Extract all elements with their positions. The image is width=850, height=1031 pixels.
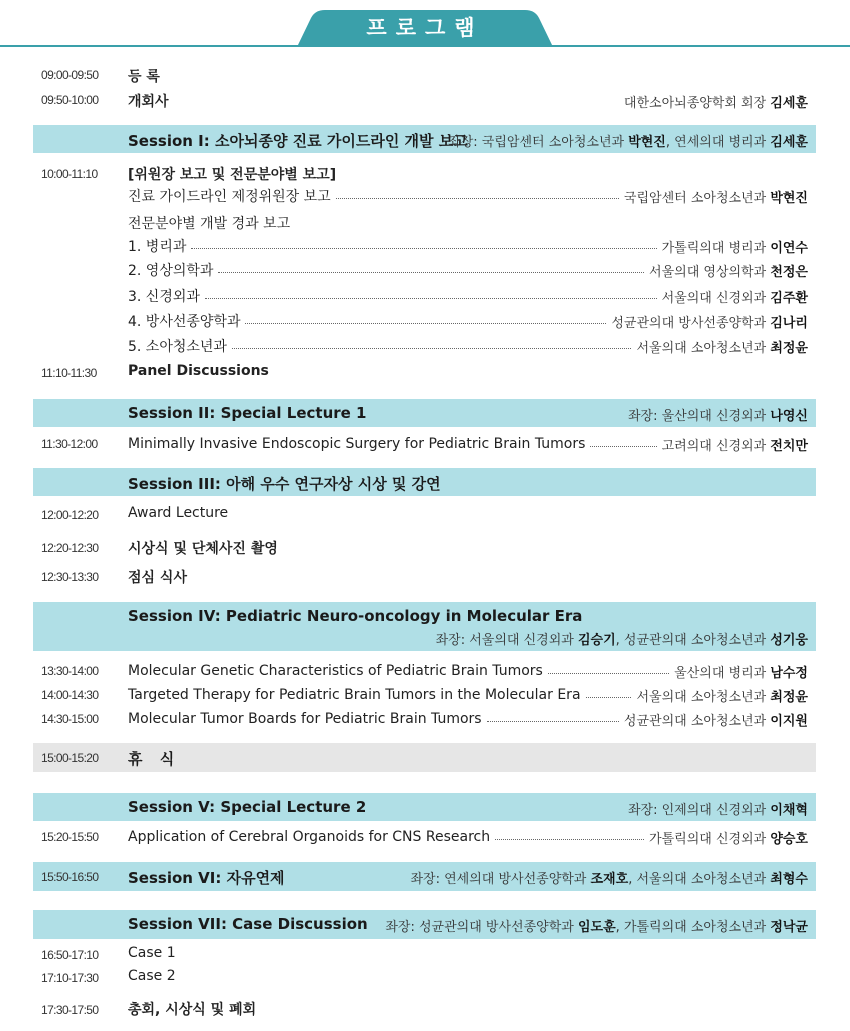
program-item: 점심 식사: [128, 570, 187, 586]
time-label: 12:30-13:30: [41, 570, 99, 584]
leader-dots: [495, 839, 644, 840]
speaker-info: 가톨릭의대 신경외과 양승호: [649, 831, 808, 847]
talk-title: 4. 방사선종양학과: [128, 314, 241, 330]
program-item: Award Lecture: [128, 505, 229, 521]
program-row: [128, 827, 808, 847]
leader-dots: [191, 248, 656, 249]
time-label: 11:30-12:00: [41, 437, 98, 451]
session-band: [33, 910, 816, 939]
time-label: 12:00-12:20: [41, 508, 99, 522]
speaker-info: 성균관의대 소아청소년과 이지원: [623, 713, 808, 729]
program-item: 시상식 및 단체사진 촬영: [128, 541, 278, 557]
leader-dots: [245, 323, 606, 324]
speaker-info: 서울의대 신경외과 김주환: [661, 290, 808, 306]
speaker-info: 대한소아뇌종양학회 회장 김세훈: [623, 96, 808, 111]
session-title: Session III: 아해 우수 연구자상 시상 및 강연: [128, 475, 441, 493]
time-label: 16:50-17:10: [41, 948, 99, 962]
program-item: 총회, 시상식 및 폐회: [128, 1002, 257, 1018]
session-band: [33, 399, 816, 427]
session-chair: 좌장: 서울의대 신경외과 김승기, 성균관의대 소아청소년과 성기웅: [435, 633, 808, 648]
time-label: 15:20-15:50: [41, 830, 99, 844]
leader-dots: [336, 198, 619, 199]
time-label: 15:00-15:20: [41, 751, 99, 765]
time-label: 11:10-11:30: [41, 366, 97, 380]
program-row: [128, 685, 808, 705]
leader-dots: [232, 348, 632, 349]
speaker-info: 서울의대 소아청소년과 최정윤: [636, 689, 808, 705]
session-title: Session VII: Case Discussion: [128, 915, 368, 933]
leader-dots: [586, 697, 632, 698]
talk-title: Molecular Tumor Boards for Pediatric Brain Tumors: [128, 711, 482, 727]
talk-title: 5. 소아청소년과: [128, 339, 227, 355]
program-item: [위원장 보고 및 전문분야별 보고]: [128, 167, 337, 183]
session-chair: 좌장: 성균관의대 방사선종양학과 임도훈, 가톨릭의대 소아청소년과 정낙균: [385, 920, 808, 935]
program-row: [128, 661, 808, 681]
leader-dots: [590, 446, 656, 447]
program-item: Case 2: [128, 968, 176, 984]
session-title: Session II: Special Lecture 1: [128, 404, 367, 422]
session-band: [33, 862, 816, 891]
session-chair: 좌장: 연세의대 방사선종양학과 조재호, 서울의대 소아청소년과 최형수: [410, 872, 808, 887]
session-title: Session I: 소아뇌종양 진료 가이드라인 개발 보고: [128, 132, 468, 150]
session-title: Session V: Special Lecture 2: [128, 798, 367, 816]
program-item: 전문분야별 개발 경과 보고: [128, 216, 291, 232]
session-title: Session IV: Pediatric Neuro-oncology in Molecular Era: [128, 607, 583, 625]
speaker-info: 울산의대 병리과 남수정: [674, 665, 808, 681]
time-label: 13:30-14:00: [41, 664, 99, 678]
session-band: [33, 125, 816, 153]
time-label: 09:00-09:50: [41, 68, 99, 82]
talk-title: 진료 가이드라인 제정위원장 보고: [128, 189, 331, 205]
time-label: 12:20-12:30: [41, 541, 99, 555]
break-label: 휴 식: [128, 750, 181, 768]
speaker-info: 성균관의대 방사선종양학과 김나리: [611, 315, 808, 331]
session-band: [33, 793, 816, 821]
program-item: Case 1: [128, 945, 176, 961]
program-row: [128, 236, 808, 256]
time-label: 14:00-14:30: [41, 688, 99, 702]
session-chair: 좌장: 인제의대 신경외과 이채혁: [627, 803, 808, 818]
time-label: 14:30-15:00: [41, 712, 99, 726]
talk-title: Molecular Genetic Characteristics of Pediatric Brain Tumors: [128, 663, 543, 679]
time-label: 17:30-17:50: [41, 1003, 99, 1017]
speaker-info: 서울의대 소아청소년과 최정윤: [636, 340, 808, 356]
speaker-info: 국립암센터 소아청소년과 박현진: [623, 190, 808, 206]
session-band: [33, 468, 816, 496]
program-row: [128, 260, 808, 280]
talk-title: Minimally Invasive Endoscopic Surgery for Pediatric Brain Tumors: [128, 436, 586, 452]
talk-title: 1. 병리과: [128, 239, 187, 255]
program-row: [128, 709, 808, 729]
talk-title: 2. 영상의학과: [128, 263, 214, 279]
talk-title: Application of Cerebral Organoids for CNS Research: [128, 829, 491, 845]
time-label: 17:10-17:30: [41, 971, 99, 985]
program-row: [128, 186, 808, 206]
page-title: 프로그램: [366, 16, 484, 40]
leader-dots: [205, 298, 657, 299]
leader-dots: [487, 721, 619, 722]
leader-dots: [548, 673, 669, 674]
program-row: [128, 311, 808, 331]
program-row: [128, 286, 808, 306]
talk-title: 3. 신경외과: [128, 289, 200, 305]
program-item: 개회사: [128, 94, 169, 110]
speaker-info: 고려의대 신경외과 전치만: [661, 438, 808, 454]
session-title: Session VI: 자유연제: [128, 869, 285, 887]
program-header: [0, 0, 850, 48]
break-band: [33, 743, 816, 772]
speaker-info: 서울의대 영상의학과 천정은: [649, 264, 808, 280]
program-item: 등 록: [128, 69, 160, 85]
program-row: [128, 336, 808, 356]
leader-dots: [218, 272, 644, 273]
time-label: 10:00-11:10: [41, 167, 98, 181]
session-chair: 좌장: 국립암센터 소아청소년과 박현진, 연세의대 병리과 김세훈: [448, 135, 808, 150]
time-label: 15:50-16:50: [41, 870, 99, 884]
time-label: 09:50-10:00: [41, 93, 99, 107]
session-band: [33, 602, 816, 651]
speaker-info: 가톨릭의대 병리과 이연수: [661, 240, 808, 256]
program-row: [128, 434, 808, 454]
talk-title: Targeted Therapy for Pediatric Brain Tumors in the Molecular Era: [128, 687, 581, 703]
session-chair: 좌장: 울산의대 신경외과 나영신: [627, 409, 808, 424]
program-item: Panel Discussions: [128, 363, 269, 379]
